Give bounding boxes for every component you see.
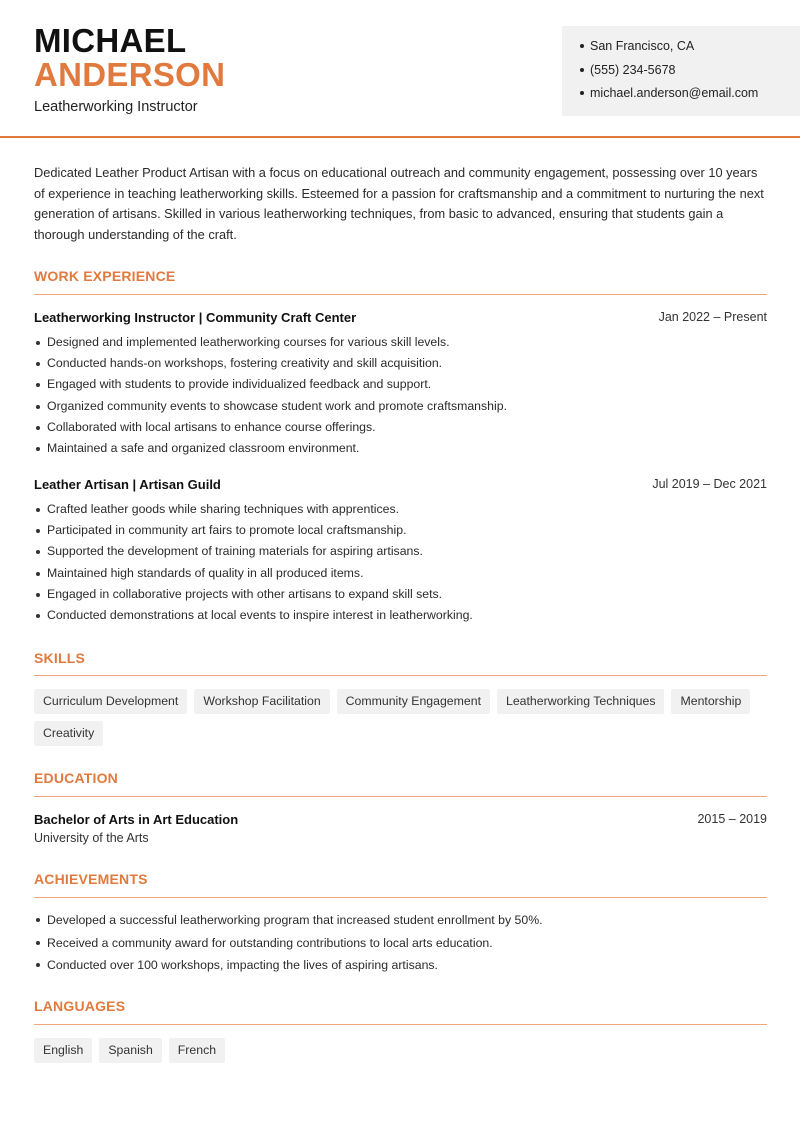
resume-header bbox=[0, 0, 800, 138]
school: University of the Arts bbox=[34, 831, 149, 845]
skill-tag: Workshop Facilitation bbox=[194, 689, 329, 714]
list-item: Conducted hands-on workshops, fostering creativity and skill acquisition. bbox=[34, 353, 767, 374]
list-item: Maintained high standards of quality in all produced items. bbox=[34, 563, 767, 584]
skill-tag: Creativity bbox=[34, 721, 103, 746]
contact-email: michael.anderson@email.com bbox=[580, 84, 800, 108]
list-item: Crafted leather goods while sharing techniques with apprentices. bbox=[34, 499, 767, 520]
section-title-achievements: ACHIEVEMENTS bbox=[34, 871, 148, 887]
education-header bbox=[34, 812, 767, 830]
contact-phone: (555) 234-5678 bbox=[580, 61, 800, 85]
language-tags bbox=[34, 1038, 767, 1070]
skills-tags bbox=[34, 689, 767, 753]
list-item: Participated in community art fairs to promote local craftsmanship. bbox=[34, 520, 767, 541]
job-header bbox=[34, 310, 767, 328]
list-item: Received a community award for outstanding contributions to local arts education. bbox=[34, 932, 767, 955]
section-title-work-experience: WORK EXPERIENCE bbox=[34, 268, 176, 284]
education-dates: 2015 – 2019 bbox=[697, 812, 767, 826]
section-divider bbox=[34, 675, 767, 676]
list-item: Supported the development of training materials for aspiring artisans. bbox=[34, 541, 767, 562]
summary: Dedicated Leather Product Artisan with a focus on educational outreach and community engagement, possessing over 10 years of experience in teaching leatherworking skills. Esteemed for a passion for craftsmanship and a commitment to nurturing the next generation of artisans. Skilled in various leatherworking techniques, from basic to advanced, ensuring that students gain a thorough understanding of the craft. bbox=[34, 165, 764, 243]
list-item: Engaged in collaborative projects with other artisans to expand skill sets. bbox=[34, 584, 767, 605]
list-item: Conducted over 100 workshops, impacting the lives of aspiring artisans. bbox=[34, 954, 767, 977]
first-name: MICHAEL bbox=[34, 22, 187, 59]
job-header bbox=[34, 477, 767, 495]
job-bullets bbox=[34, 332, 767, 459]
job-title-line: Leather Artisan | Artisan Guild bbox=[34, 477, 221, 492]
section-title-education: EDUCATION bbox=[34, 770, 118, 786]
contact-location: San Francisco, CA bbox=[580, 37, 800, 61]
job-title: Leatherworking Instructor bbox=[34, 99, 198, 115]
list-item: Developed a successful leatherworking program that increased student enrollment by 50%. bbox=[34, 909, 767, 932]
section-title-skills: SKILLS bbox=[34, 650, 85, 666]
job-dates: Jan 2022 – Present bbox=[658, 310, 767, 324]
skill-tag: Curriculum Development bbox=[34, 689, 187, 714]
list-item: Engaged with students to provide individualized feedback and support. bbox=[34, 374, 767, 395]
section-divider bbox=[34, 897, 767, 898]
list-item: Conducted demonstrations at local events to inspire interest in leatherworking. bbox=[34, 605, 767, 626]
job-title-line: Leatherworking Instructor | Community Craft Center bbox=[34, 310, 357, 325]
language-tag: English bbox=[34, 1038, 92, 1063]
section-divider bbox=[34, 1024, 767, 1025]
skill-tag: Leatherworking Techniques bbox=[497, 689, 664, 714]
last-name: ANDERSON bbox=[34, 56, 226, 93]
skill-tag: Community Engagement bbox=[337, 689, 490, 714]
section-divider bbox=[34, 796, 767, 797]
language-tag: French bbox=[169, 1038, 225, 1063]
section-title-languages: LANGUAGES bbox=[34, 998, 126, 1014]
skill-tag: Mentorship bbox=[671, 689, 750, 714]
list-item: Collaborated with local artisans to enhance course offerings. bbox=[34, 417, 767, 438]
list-item: Maintained a safe and organized classroom environment. bbox=[34, 438, 767, 459]
section-divider bbox=[34, 294, 767, 295]
list-item: Designed and implemented leatherworking courses for various skill levels. bbox=[34, 332, 767, 353]
job-bullets bbox=[34, 499, 767, 626]
list-item: Organized community events to showcase student work and promote craftsmanship. bbox=[34, 396, 767, 417]
language-tag: Spanish bbox=[99, 1038, 161, 1063]
job-dates: Jul 2019 – Dec 2021 bbox=[652, 477, 767, 491]
contact-box bbox=[562, 26, 800, 116]
achievements-bullets bbox=[34, 909, 767, 977]
degree: Bachelor of Arts in Art Education bbox=[34, 812, 239, 827]
